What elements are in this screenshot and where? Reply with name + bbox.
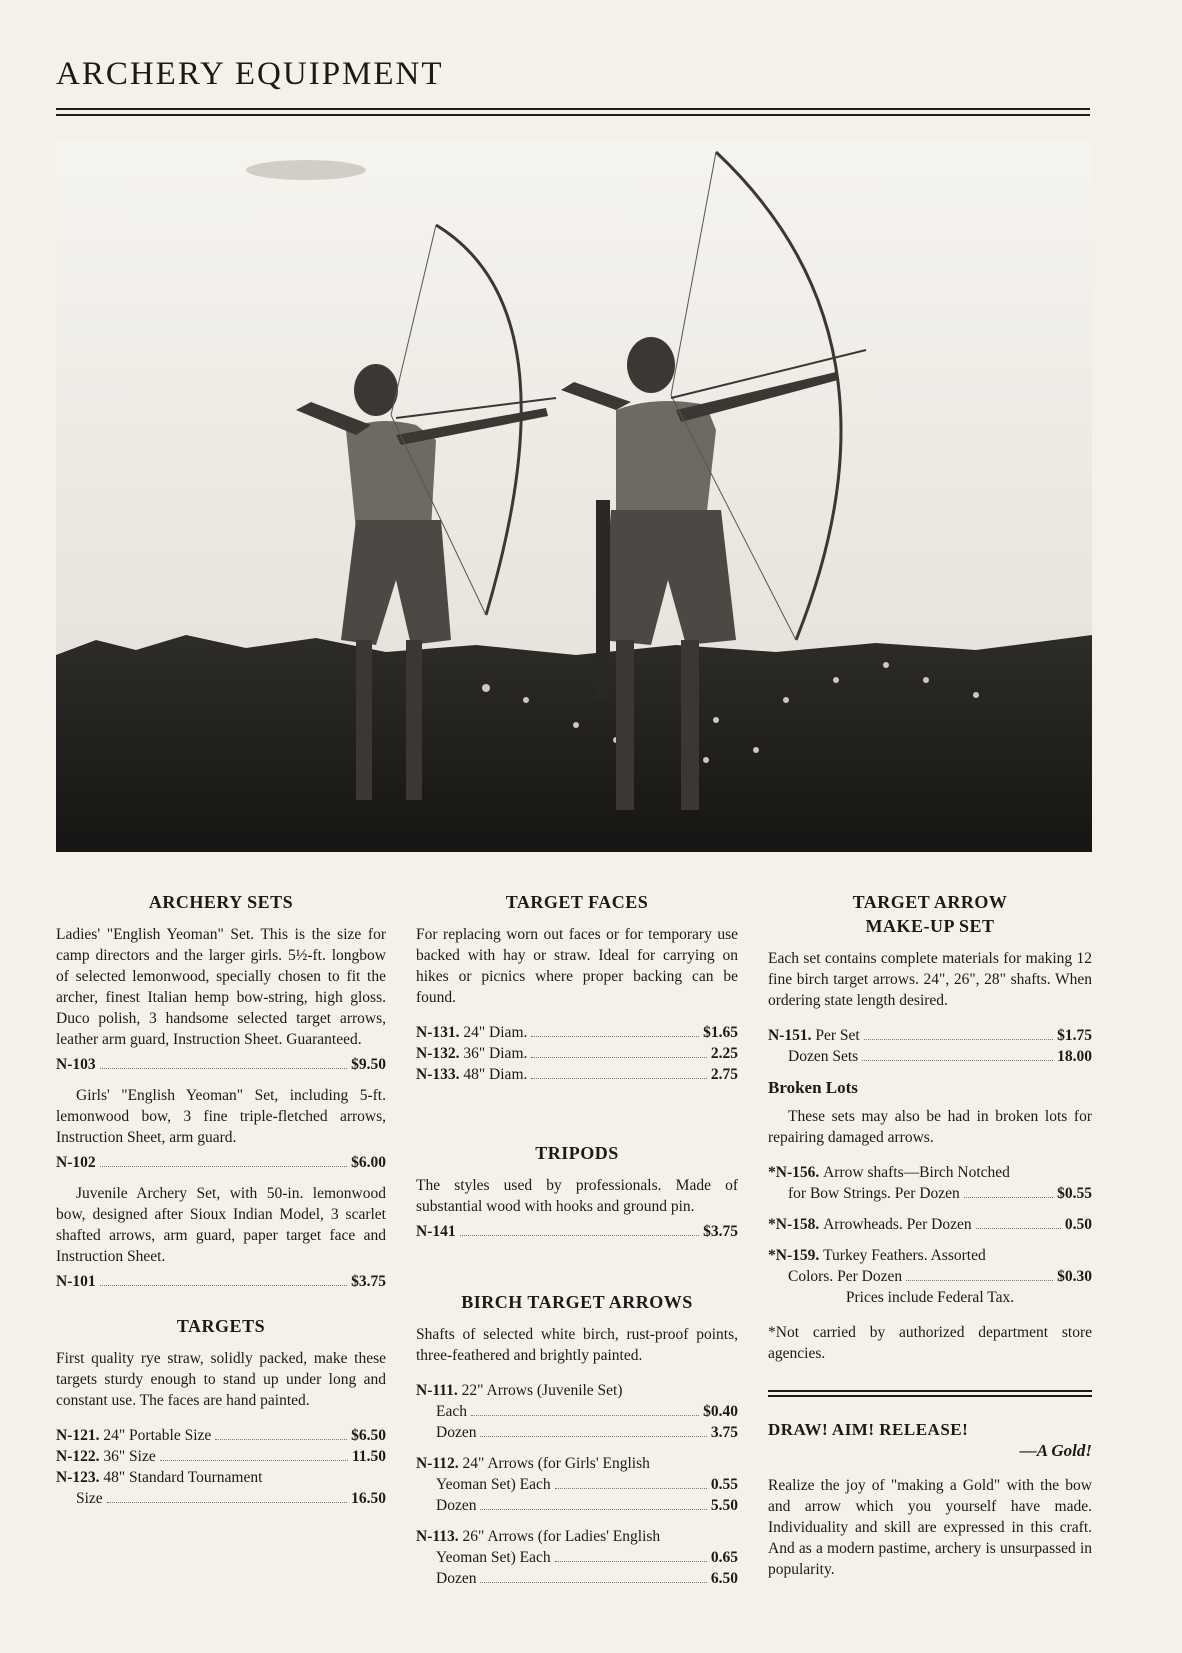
item-code: N-102 xyxy=(56,1154,96,1171)
item-n158 xyxy=(768,1214,1092,1235)
title-rule-bottom xyxy=(56,114,1090,116)
item-code: N-123. xyxy=(56,1469,100,1486)
item-label: for Bow Strings. Per Dozen xyxy=(788,1185,960,1202)
title-rule-top xyxy=(56,108,1090,110)
targets-description: First quality rye straw, solidly packed, make these targets sturdy enough to stand up under long and constant use. The faces are hand painted. xyxy=(56,1350,386,1409)
leader-dots xyxy=(531,1036,699,1037)
broken-lots-heading: Broken Lots xyxy=(768,1078,858,1097)
item-label: 36" Diam. xyxy=(463,1045,528,1062)
item-price: 11.50 xyxy=(351,1448,386,1465)
leader-dots xyxy=(460,1235,700,1236)
archery-sets-heading: ARCHERY SETS xyxy=(148,892,294,912)
item-n156 xyxy=(768,1162,1092,1183)
item-label: Yeoman Set) Each xyxy=(436,1549,551,1566)
item-price: 16.50 xyxy=(351,1490,386,1507)
grass-field xyxy=(56,635,1092,852)
item-n122 xyxy=(56,1446,386,1467)
birch-arrows-description: Shafts of selected white birch, rust-proof points, three-feathered and brightly painted. xyxy=(416,1326,738,1364)
page-title: ARCHERY EQUIPMENT xyxy=(56,56,444,92)
item-price: $3.75 xyxy=(351,1273,386,1290)
juvenile-set-description: Juvenile Archery Set, with 50-in. lemonwood bow, designed after Sioux Indian Model, 3 scarlet shafted arrows, arm guard, paper target face and Instruction Sheet. xyxy=(56,1185,386,1265)
item-label: Dozen xyxy=(436,1497,477,1514)
item-label: 36" Size xyxy=(103,1448,156,1465)
item-price: $3.75 xyxy=(703,1223,738,1240)
target-faces-description: For replacing worn out faces or for temporary use backed with hay or straw. Ideal for carrying on hikes or picnics where proper backing can be found. xyxy=(416,926,738,1006)
item-n112-each xyxy=(416,1474,738,1495)
item-n132 xyxy=(416,1043,738,1064)
item-label: Dozen xyxy=(436,1424,477,1441)
item-n113 xyxy=(416,1526,738,1547)
item-label: Dozen Sets xyxy=(788,1048,859,1065)
item-n141 xyxy=(416,1221,738,1242)
item-label: 24" Portable Size xyxy=(103,1427,212,1444)
archers-photo xyxy=(56,140,1092,852)
item-price: 2.25 xyxy=(710,1045,738,1062)
item-n113-dozen xyxy=(416,1568,738,1589)
leader-dots xyxy=(531,1057,707,1058)
item-price: $1.75 xyxy=(1057,1027,1092,1044)
item-code: N-132. xyxy=(416,1045,460,1062)
item-n121 xyxy=(56,1425,386,1446)
item-price: $0.40 xyxy=(703,1403,738,1420)
item-price: $6.00 xyxy=(351,1154,386,1171)
item-price: 3.75 xyxy=(710,1424,738,1441)
column-left xyxy=(56,890,386,1509)
item-price: $0.55 xyxy=(1057,1185,1092,1202)
leader-dots xyxy=(531,1078,707,1079)
item-code: *N-159. xyxy=(768,1247,820,1264)
item-n112-dozen xyxy=(416,1495,738,1516)
item-code: *N-156. xyxy=(768,1164,820,1181)
leader-dots xyxy=(480,1509,706,1510)
item-price: $6.50 xyxy=(351,1427,386,1444)
item-code: N-111. xyxy=(416,1382,458,1399)
birch-arrows-heading: BIRCH TARGET ARROWS xyxy=(461,1292,693,1312)
item-n156-per-dozen xyxy=(768,1183,1092,1204)
item-price: 5.50 xyxy=(710,1497,738,1514)
tripods-heading: TRIPODS xyxy=(535,1143,619,1163)
item-price: $9.50 xyxy=(351,1056,386,1073)
item-code: N-112. xyxy=(416,1455,459,1472)
leader-dots xyxy=(480,1582,706,1583)
makeup-set-heading xyxy=(768,890,1092,938)
item-n159-per-dozen xyxy=(768,1266,1092,1287)
item-label: 48" Diam. xyxy=(463,1066,528,1083)
item-label: Dozen xyxy=(436,1570,477,1587)
target-faces-heading: TARGET FACES xyxy=(505,892,649,912)
item-n123-size xyxy=(56,1488,386,1509)
column-middle xyxy=(416,890,738,1589)
leader-dots xyxy=(100,1166,348,1167)
item-label: Yeoman Set) Each xyxy=(436,1476,551,1493)
leader-dots xyxy=(160,1460,348,1461)
item-code: N-131. xyxy=(416,1024,460,1041)
tripods-description: The styles used by professionals. Made of substantial wood with hooks and ground pin. xyxy=(416,1177,738,1215)
item-label: Each xyxy=(436,1403,467,1420)
item-label: 48" Standard Tournament xyxy=(103,1469,263,1486)
item-n111 xyxy=(416,1380,738,1401)
makeup-heading-line1: TARGET ARROW xyxy=(852,892,1008,912)
leader-dots xyxy=(100,1285,348,1286)
item-price: 6.50 xyxy=(710,1570,738,1587)
broken-lots-description: These sets may also be had in broken lots for repairing damaged arrows. xyxy=(768,1108,1092,1146)
item-code: N-113. xyxy=(416,1528,459,1545)
leader-dots xyxy=(555,1561,707,1562)
item-price: 0.50 xyxy=(1064,1216,1092,1233)
item-n112 xyxy=(416,1453,738,1474)
item-price: 2.75 xyxy=(710,1066,738,1083)
item-label: Arrowheads. Per Dozen xyxy=(823,1216,972,1233)
leader-dots xyxy=(215,1439,347,1440)
item-code: N-151. xyxy=(768,1027,812,1044)
item-n131 xyxy=(416,1022,738,1043)
gold-subheading: —A Gold! xyxy=(1019,1441,1092,1460)
targets-heading: TARGETS xyxy=(176,1316,266,1336)
item-n102 xyxy=(56,1152,386,1173)
item-price: 0.55 xyxy=(710,1476,738,1493)
item-label: Colors. Per Dozen xyxy=(788,1268,903,1285)
item-label: Turkey Feathers. Assorted xyxy=(823,1247,986,1264)
item-code: N-121. xyxy=(56,1427,100,1444)
item-code: N-103 xyxy=(56,1056,96,1073)
ladies-set-description: Ladies' "English Yeoman" Set. This is the size for camp directors and the larger girls. 5½-ft. longbow of selected lemonwood, specially chosen to fit the archer, finest Italian hemp bow-string, high gloss. Duco polish, 3 handsome selected target arrows, leather arm guard, Instruction Sheet. Guaranteed. xyxy=(56,926,386,1048)
leader-dots xyxy=(864,1039,1053,1040)
item-code: *N-158. xyxy=(768,1216,820,1233)
item-n113-each xyxy=(416,1547,738,1568)
girls-set-description: Girls' "English Yeoman" Set, including 5-ft. lemonwood bow, 3 fine triple-fletched arrows, Instruction Sheet, arm guard. xyxy=(56,1087,386,1146)
column-right xyxy=(768,890,1092,1584)
item-price: 0.65 xyxy=(710,1549,738,1566)
item-n151 xyxy=(768,1025,1092,1046)
leader-dots xyxy=(100,1068,348,1069)
item-n111-dozen xyxy=(416,1422,738,1443)
makeup-heading-line2: MAKE-UP SET xyxy=(865,916,995,936)
leader-dots xyxy=(555,1488,707,1489)
leader-dots xyxy=(471,1415,699,1416)
item-code: N-101 xyxy=(56,1273,96,1290)
draw-description: Realize the joy of "making a Gold" with the bow and arrow which you yourself have made. Individuality and skill are expressed in this craft. And as a modern pastime, archery is unsurpassed in popularity. xyxy=(768,1477,1092,1578)
item-price: $0.30 xyxy=(1057,1268,1092,1285)
tax-note: Prices include Federal Tax. xyxy=(845,1289,1015,1306)
item-n111-each xyxy=(416,1401,738,1422)
leader-dots xyxy=(964,1197,1053,1198)
makeup-set-description: Each set contains complete materials for making 12 fine birch target arrows. 24", 26", 28" shafts. When ordering state length desired. xyxy=(768,950,1092,1009)
leader-dots xyxy=(976,1228,1061,1229)
item-label: Per Set xyxy=(815,1027,860,1044)
leader-dots xyxy=(480,1436,706,1437)
item-n123 xyxy=(56,1467,386,1488)
item-label: 24" Arrows (for Girls' English xyxy=(462,1455,650,1472)
item-label: Arrow shafts—Birch Notched xyxy=(823,1164,1010,1181)
section-rule xyxy=(768,1390,1092,1397)
item-n103 xyxy=(56,1054,386,1075)
item-n101 xyxy=(56,1271,386,1292)
item-code: N-122. xyxy=(56,1448,100,1465)
item-label: 24" Diam. xyxy=(463,1024,528,1041)
item-label: Size xyxy=(76,1490,103,1507)
item-code: N-133. xyxy=(416,1066,460,1083)
leader-dots xyxy=(862,1060,1053,1061)
leader-dots xyxy=(107,1502,347,1503)
item-label: 26" Arrows (for Ladies' English xyxy=(462,1528,661,1545)
leader-dots xyxy=(906,1280,1053,1281)
item-n151-dozen xyxy=(768,1046,1092,1067)
item-price: 18.00 xyxy=(1057,1048,1092,1065)
not-carried-note: *Not carried by authorized department store agencies. xyxy=(768,1324,1092,1362)
draw-heading: DRAW! AIM! RELEASE! xyxy=(768,1420,969,1439)
item-price: $1.65 xyxy=(703,1024,738,1041)
item-n133 xyxy=(416,1064,738,1085)
item-label: 22" Arrows (Juvenile Set) xyxy=(461,1382,623,1399)
item-n159 xyxy=(768,1245,1092,1266)
item-code: N-141 xyxy=(416,1223,456,1240)
